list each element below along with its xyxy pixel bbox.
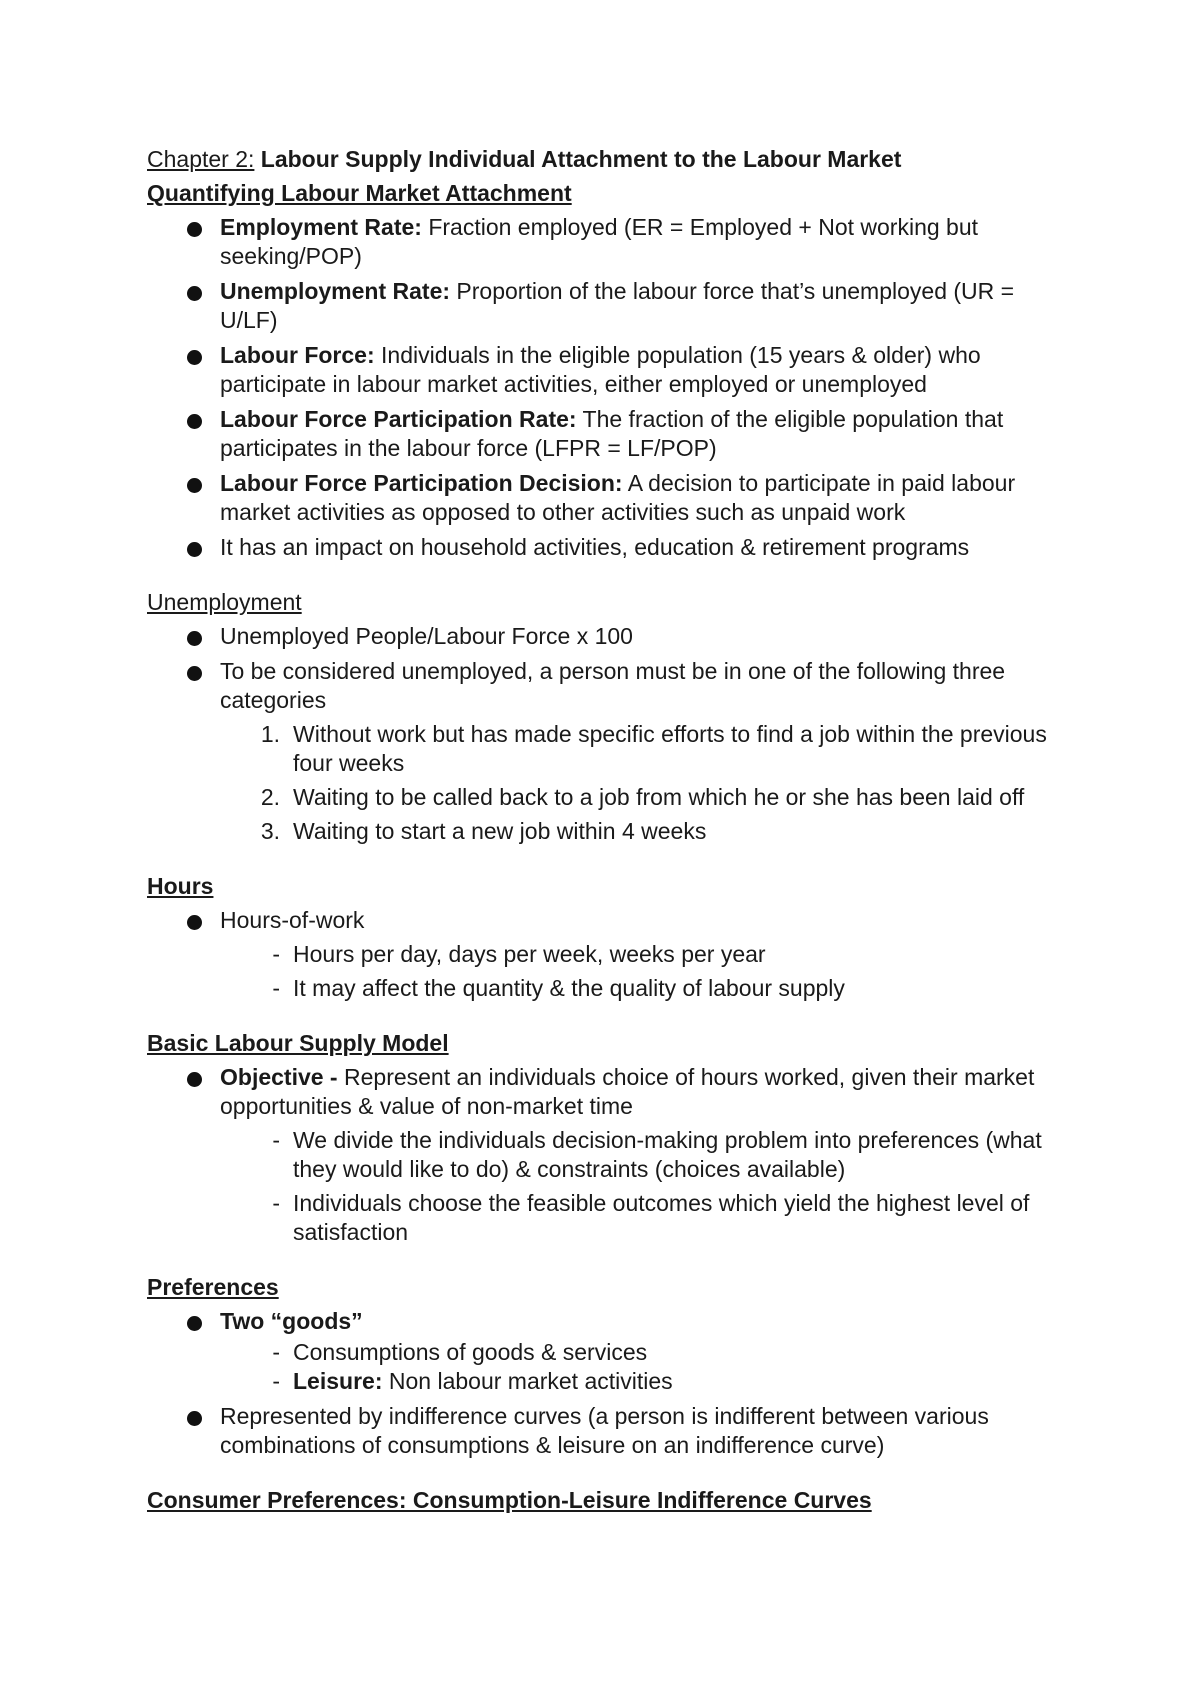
item-number: 1. — [260, 721, 280, 747]
dash-item — [220, 940, 1077, 969]
dash-marker: - — [272, 941, 280, 967]
bullet-icon — [187, 915, 202, 930]
basic-model-list — [147, 1063, 1077, 1247]
page-title — [147, 145, 1077, 174]
item-text: It has an impact on household activities, education & retirement programs — [220, 534, 970, 560]
item-number: 2. — [260, 784, 280, 810]
item-text: Consumptions of goods & services — [293, 1339, 648, 1365]
section-heading-basic-model — [147, 1029, 1077, 1058]
section-heading-unemployment — [147, 588, 1077, 617]
dash-marker: - — [272, 1339, 280, 1365]
item-text: Non labour market activities — [382, 1368, 673, 1394]
chapter-label: Chapter 2: — [147, 146, 255, 172]
bullet-icon — [187, 1316, 202, 1331]
heading-text: Unemployment — [147, 589, 302, 615]
dash-marker: - — [272, 1127, 280, 1153]
section-heading-consumer-preferences — [147, 1486, 1077, 1515]
item-term: Leisure: — [293, 1368, 383, 1394]
numbered-item — [220, 783, 1077, 812]
item-text: A decision to participate in paid labour market activities as opposed to other activities such as unpaid work — [220, 470, 1016, 525]
heading-text: Preferences — [147, 1274, 279, 1300]
item-text: Proportion of the labour force that’s unemployed (UR = U/LF) — [220, 278, 1015, 333]
section-heading-quantifying — [147, 179, 1077, 208]
item-text: The fraction of the eligible population that participates in the labour force (LFPR = LF/POP) — [220, 406, 1004, 461]
unemployment-list — [147, 622, 1077, 846]
list-item — [147, 657, 1077, 846]
document-content — [147, 145, 1077, 1520]
item-text: Unemployed People/Labour Force x 100 — [220, 623, 633, 649]
item-term: Two “goods” — [220, 1308, 363, 1334]
quantifying-list — [147, 213, 1077, 562]
bullet-icon — [187, 350, 202, 365]
list-item — [147, 622, 1077, 651]
item-text: It may affect the quantity & the quality of labour supply — [293, 975, 845, 1001]
item-text: Hours-of-work — [220, 907, 365, 933]
unemployment-categories — [220, 720, 1077, 846]
list-item — [147, 906, 1077, 1003]
dash-item — [220, 974, 1077, 1003]
heading-text: Quantifying Labour Market Attachment — [147, 180, 572, 206]
section-heading-hours — [147, 872, 1077, 901]
item-text: Individuals in the eligible population (15 years & older) who participate in labour market activities, either employed or unemployed — [220, 342, 981, 397]
dash-marker: - — [272, 1368, 280, 1394]
heading-text: Hours — [147, 873, 214, 899]
list-item — [147, 533, 1077, 562]
item-term: Unemployment Rate: — [220, 278, 451, 304]
bullet-icon — [187, 414, 202, 429]
list-item — [147, 341, 1077, 399]
numbered-item — [220, 720, 1077, 778]
bullet-icon — [187, 286, 202, 301]
item-text: Waiting to be called back to a job from which he or she has been laid off — [293, 784, 1025, 810]
basic-model-sublist — [220, 1126, 1077, 1247]
item-text: Without work but has made specific efforts to find a job within the previous four weeks — [293, 721, 1047, 776]
list-item — [147, 277, 1077, 335]
bullet-icon — [187, 542, 202, 557]
item-text: Fraction employed (ER = Employed + Not working but seeking/POP) — [220, 214, 979, 269]
hours-list — [147, 906, 1077, 1003]
item-text: Waiting to start a new job within 4 weeks — [293, 818, 707, 844]
section-heading-preferences — [147, 1273, 1077, 1302]
item-text: Individuals choose the feasible outcomes which yield the highest level of satisfaction — [293, 1190, 1030, 1245]
heading-text: Basic Labour Supply Model — [147, 1030, 449, 1056]
item-term: Labour Force Participation Decision: — [220, 470, 623, 496]
dash-item — [220, 1189, 1077, 1247]
item-text: Represent an individuals choice of hours worked, given their market opportunities & value of non-market time — [220, 1064, 1035, 1119]
bullet-icon — [187, 478, 202, 493]
list-item — [147, 469, 1077, 527]
bullet-icon — [187, 666, 202, 681]
item-term: Objective - — [220, 1064, 338, 1090]
item-term: Labour Force: — [220, 342, 375, 368]
item-term: Labour Force Participation Rate: — [220, 406, 577, 432]
bullet-icon — [187, 222, 202, 237]
dash-marker: - — [272, 1190, 280, 1216]
dash-item — [220, 1367, 1077, 1396]
item-text: Hours per day, days per week, weeks per year — [293, 941, 766, 967]
list-item — [147, 213, 1077, 271]
item-text: Represented by indifference curves (a person is indifferent between various combinations of consumptions & leisure on an indifference curve) — [220, 1403, 989, 1458]
heading-text: Consumer Preferences: Consumption-Leisure Indifference Curves — [147, 1487, 872, 1513]
hours-sublist — [220, 940, 1077, 1003]
bullet-icon — [187, 1411, 202, 1426]
preferences-sublist — [220, 1338, 1077, 1396]
bullet-icon — [187, 631, 202, 646]
item-number: 3. — [260, 818, 280, 844]
dash-item — [220, 1338, 1077, 1367]
dash-item — [220, 1126, 1077, 1184]
item-term: Employment Rate: — [220, 214, 422, 240]
item-text: To be considered unemployed, a person must be in one of the following three categories — [220, 658, 1006, 713]
list-item — [147, 1063, 1077, 1247]
bullet-icon — [187, 1072, 202, 1087]
chapter-title: Labour Supply Individual Attachment to the Labour Market — [254, 146, 902, 172]
preferences-list — [147, 1307, 1077, 1460]
list-item — [147, 1402, 1077, 1460]
list-item — [147, 405, 1077, 463]
numbered-item — [220, 817, 1077, 846]
item-text: We divide the individuals decision-making problem into preferences (what they would like to do) & constraints (choices available) — [293, 1127, 1042, 1182]
dash-marker: - — [272, 975, 280, 1001]
list-item — [147, 1307, 1077, 1396]
